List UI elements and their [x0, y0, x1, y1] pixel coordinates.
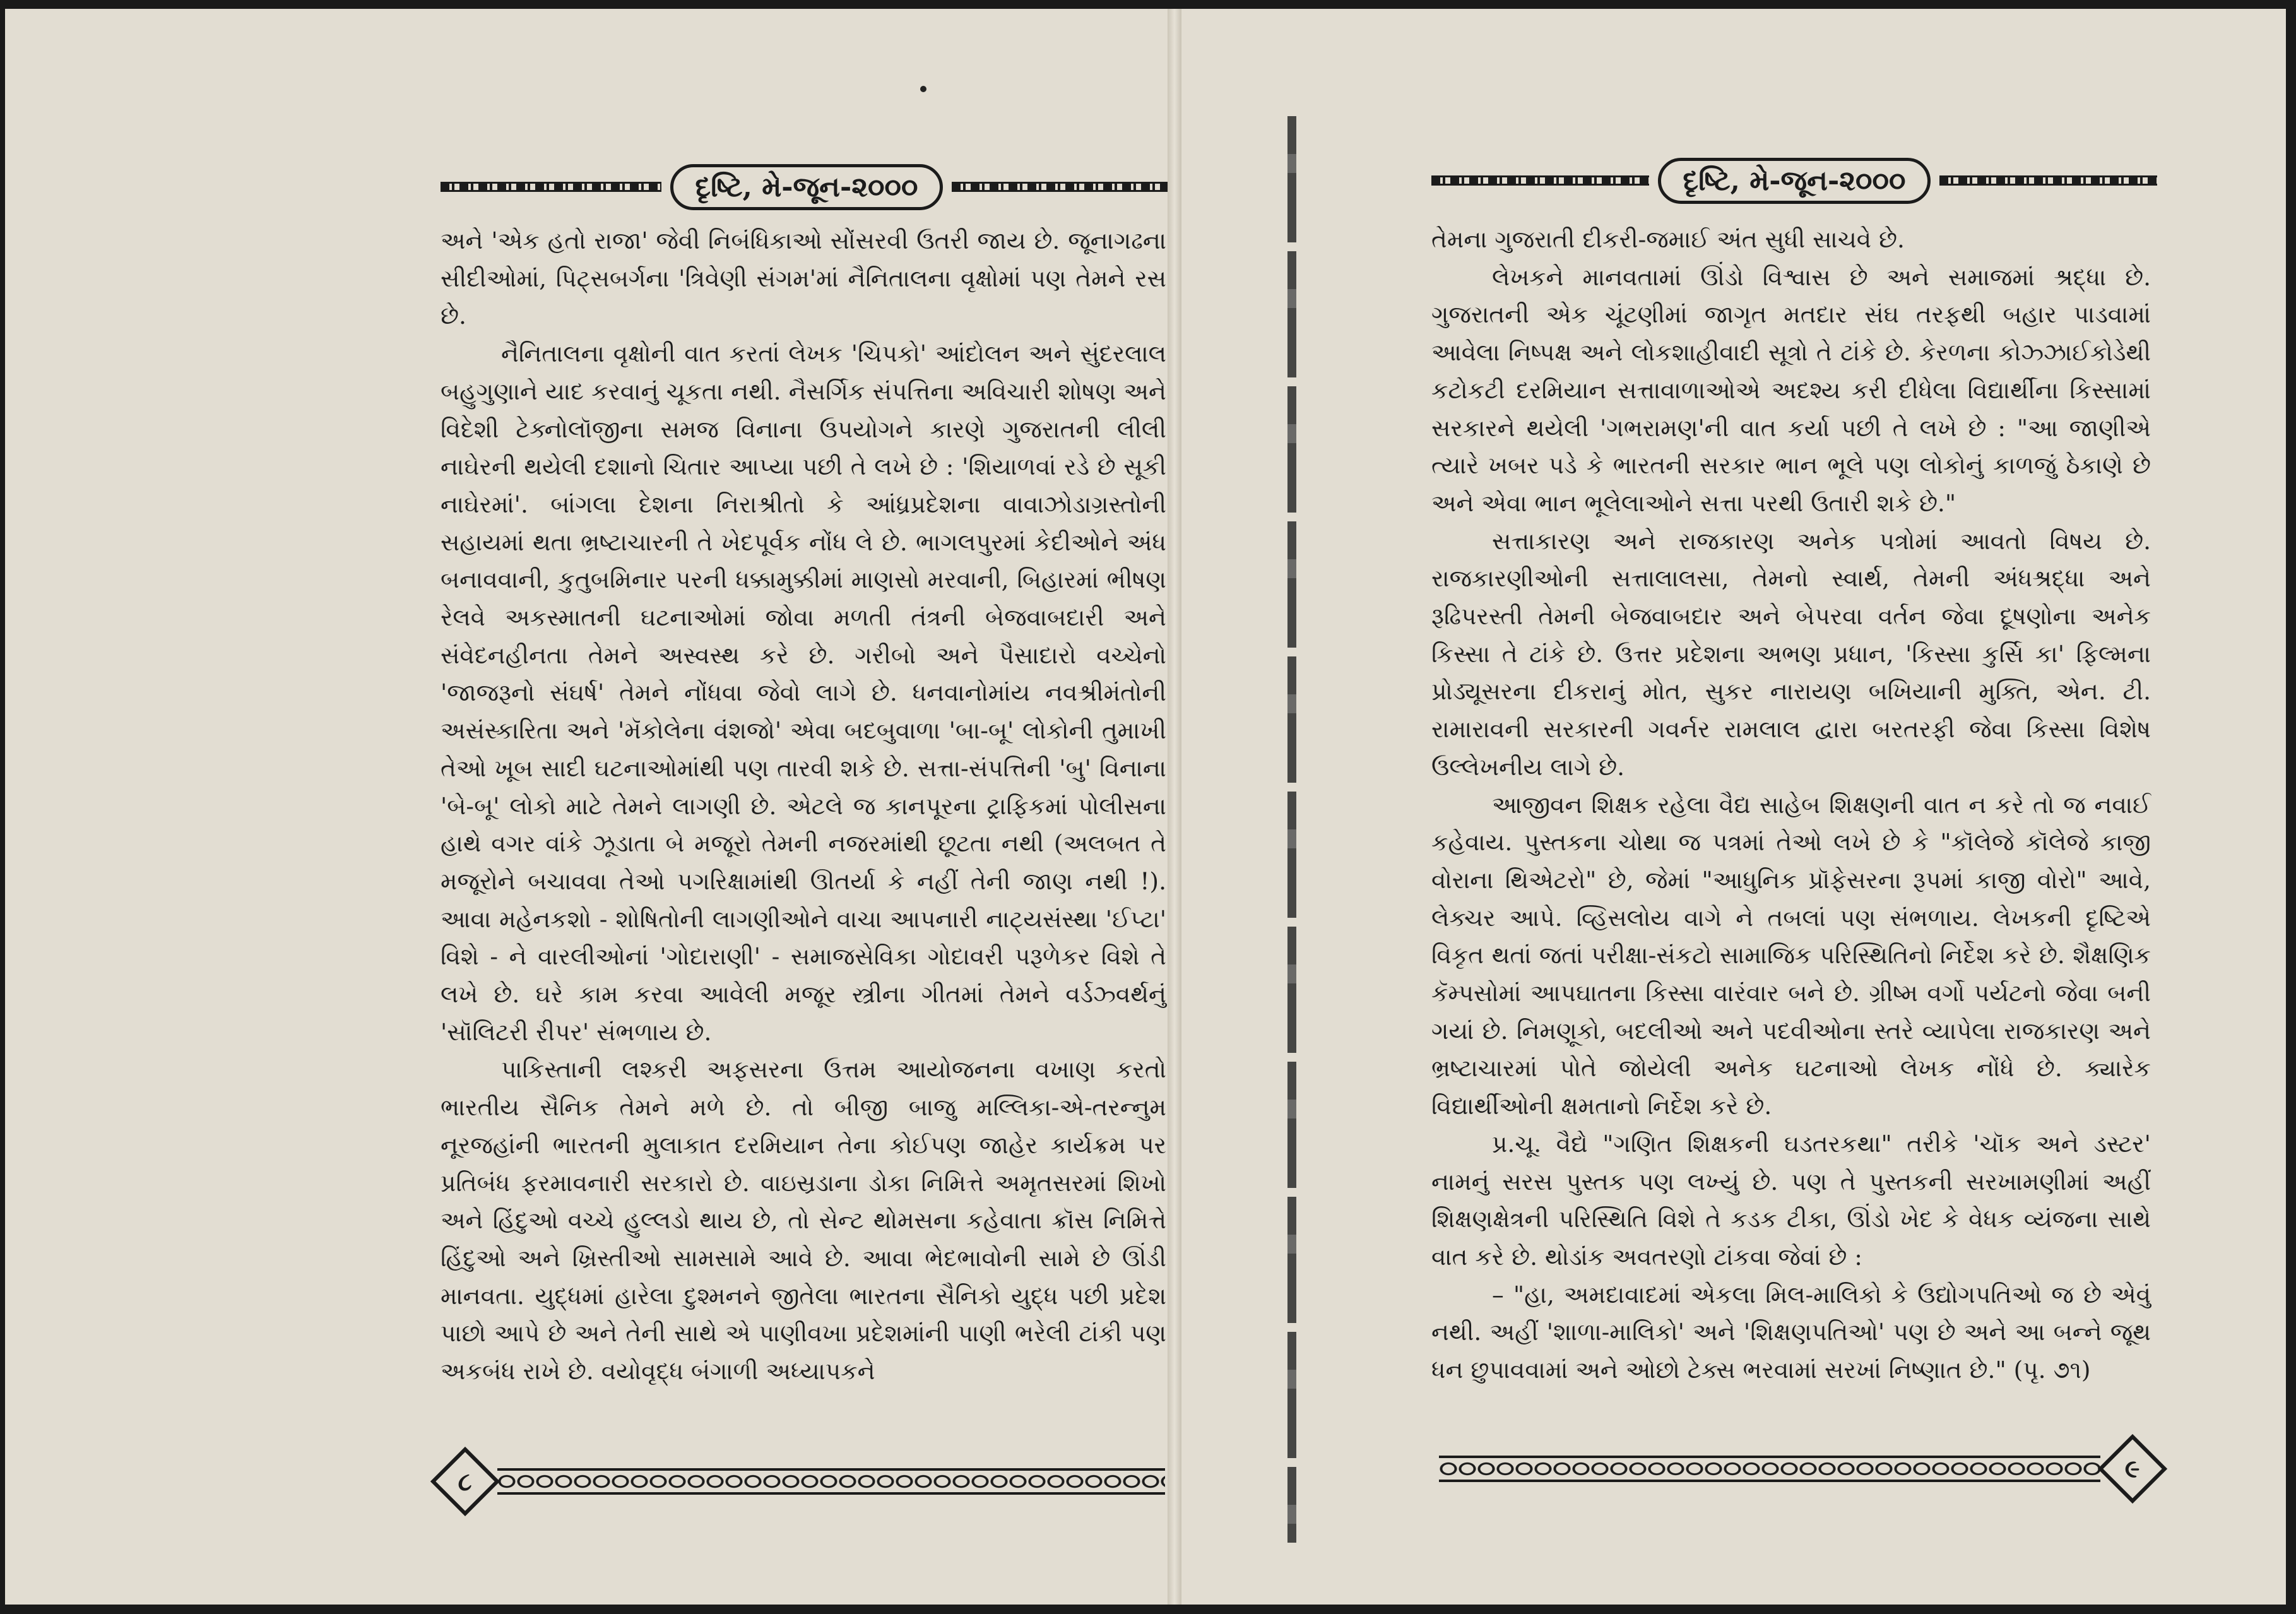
page-number: ૯: [2125, 1454, 2140, 1484]
paragraph: પાકિસ્તાની લશ્કરી અફસરના ઉત્તમ આયોજનના વખાણ કરતો ભારતીય સૈનિક તેમને મળે છે. તો બીજી બાજુ મલ્લિકા-એ-તરન્નુમ નૂરજહાંની ભારતની મુલાકાત દરમિયાન તેના કોઈપણ જાહેર કાર્યક્રમ પર પ્રતિબંધ ફરમાવનારી સરકારો છે. વાઇસ્રડાના ડોકા નિમિત્તે અમૃતસરમાં શિખો અને હિંદુઓ વચ્ચે હુલ્લડો થાય છે, તો સેન્ટ થોમસના કહેવાતા ક્રૉસ નિમિત્તે હિંદુઓ અને ખ્રિસ્તીઓ સામસામે આવે છે. આવા ભેદભાવોની સામે છે ઊંડી માનવતા. યુદ્ધમાં હારેલા દુશ્મનને જીતેલા ભારતના સૈનિકો યુદ્ધ પછી પ્રદેશ પાછો આપે છે અને તેની સાથે એ પાણીવખા પ્રદેશમાંની પાણી ભરેલી ટાંકી પણ અકબંધ રાખે છે. વયોવૃદ્ધ બંગાળી અધ્યાપકને: [441, 1055, 1166, 1386]
paragraph: આજીવન શિક્ષક રહેલા વૈદ્ય સાહેબ શિક્ષણની વાત ન કરે તો જ નવાઈ કહેવાય. પુસ્તકના ચોથા જ પત્રમાં તેઓ લખે છે કે "કૉલેજે કૉલેજે કાજી વોરાના થિએટરો" છે, જેમાં "આધુનિક પ્રૉફેસરના રૂપમાં કાજી વોરો" આવે, લેક્ચર આપે. વ્હિસલોય વાગે ને તબલાં પણ સંભળાય. લેખકની દૃષ્ટિએ વિકૃત થતાં જતાં પરીક્ષા-સંકટો સામાજિક પરિસ્થિતિનો નિર્દેશ કરે છે. શૈક્ષણિક કૅમ્પસોમાં આપઘાતના કિસ્સા વારંવાર બને છે. ગ્રીષ્મ વર્ગો પર્યટનો જેવા બની ગયાં છે. નિમણૂકો, બદલીઓ અને પદવીઓના સ્તરે વ્યાપેલા રાજકારણ અને ભ્રષ્ટાચારમાં પોતે જોયેલી અનેક ઘટનાઓ લેખક નોંધે છે. ક્યારેક વિદ્યાર્થીઓની ક્ષમતાનો નિર્દેશ કરે છે.: [1431, 790, 2151, 1120]
left-page-header: [441, 162, 1173, 212]
header-ornament-left: [441, 182, 661, 192]
running-header-title: દૃષ્ટિ, મે-જૂન-૨૦૦૦: [670, 164, 942, 210]
header-ornament-left: [1431, 175, 1649, 186]
right-page-footer: [1431, 1434, 2157, 1504]
scanned-booklet-spread: [5, 9, 2286, 1605]
page-number-badge: [2098, 1434, 2167, 1504]
quotation: – "હા, અમદાવાદમાં એકલા મિલ-માલિકો કે ઉદ્યોગપતિઓ જ છે એવું નથી. અહીં 'શાળા-માલિકો' અને 'શિક્ષણપતિઓ' પણ છે અને આ બન્ને જૂથ ધન છુપાવવામાં અને ઓછો ટેક્સ ભરવામાં સરખાં નિષ્ણાત છે." (પૃ. ૭૧): [1431, 1280, 2151, 1384]
fold-shadow-mark: [1287, 116, 1296, 1543]
header-ornament-right: [952, 182, 1173, 192]
paragraph: લેખકને માનવતામાં ઊંડો વિશ્વાસ છે અને સમાજમાં શ્રદ્ધા છે. ગુજરાતની એક ચૂંટણીમાં જાગૃત મતદાર સંઘ તરફથી બહાર પાડવામાં આવેલા નિષ્પક્ષ અને લોકશાહીવાદી સૂત્રો તે ટાંકે છે. કેરળના કોઝ્ઝાઈકોડેથી કટોકટી દરમિયાન સત્તાવાળાઓએ અદશ્ય કરી દીધેલા વિદ્યાર્થીના કિસ્સામાં સરકારને થયેલી 'ગભરામણ'ની વાત કર્યા પછી તે લખે છે : "આ જાણીએ ત્યારે ખબર પડે કે ભારતની સરકાર ભાન ભૂલે પણ લોકોનું કાળજું ઠેકાણે છે અને એવા ભાન ભૂલેલાઓને સત્તા પરથી ઉતારી શકે છે.": [1431, 263, 2151, 517]
header-ornament-right: [1939, 175, 2157, 186]
right-page: [1179, 9, 2286, 1605]
running-header-title: દૃષ્ટિ, મે-જૂન-૨૦૦૦: [1658, 158, 1930, 204]
paragraph: અને 'એક હતો રાજા' જેવી નિબંધિકાઓ સોંસરવી ઉતરી જાય છે. જૂનાગઢના સીદીઓમાં, પિટ્સબર્ગના 'ત્રિવેણી સંગમ'માં નૈનિતાલના વૃક્ષોમાં પણ તેમને રસ છે.: [441, 227, 1166, 330]
right-page-header: [1431, 155, 2157, 206]
footer-ornament: [497, 1468, 1165, 1495]
page-number-badge: [430, 1447, 500, 1516]
right-page-body: [1431, 221, 2151, 1389]
page-number: ૮: [458, 1466, 472, 1497]
footer-ornament: [1439, 1456, 2100, 1482]
paragraph: નૈનિતાલના વૃક્ષોની વાત કરતાં લેખક 'ચિપકો' આંદોલન અને સુંદરલાલ બહુગુણાને યાદ કરવાનું ચૂકતા નથી. નૈસર્ગિક સંપત્તિના અવિચારી શોષણ અને વિદેશી ટેક્નોલૉજીના સમજ વિનાના ઉપયોગને કારણે ગુજરાતની લીલી નાઘેરની થયેલી દશાનો ચિતાર આપ્યા પછી તે લખે છે : 'શિયાળવાં રડે છે સૂકી નાઘેરમાં'. બાંગલા દેશના નિરાશ્રીતો કે આંધ્રપ્રદેશના વાવાઝોડાગ્રસ્તોની સહાયમાં થતા ભ્રષ્ટાચારની તે ખેદપૂર્વક નોંધ લે છે. ભાગલપુરમાં કેદીઓને અંધ બનાવવાની, કુતુબમિનાર પરની ધક્કામુક્કીમાં માણસો મરવાની, બિહારમાં ભીષણ રેલવે અકસ્માતની ઘટનાઓમાં જોવા મળતી તંત્રની બેજવાબદારી અને સંવેદનહીનતા તેમને અસ્વસ્થ કરે છે. ગરીબો અને પૈસાદારો વચ્ચેનો 'જાજરૂનો સંઘર્ષ' તેમને નોંધવા જેવો લાગે છે. ધનવાનોમાંય નવશ્રીમંતોની અસંસ્કારિતા અને 'મૅકોલેના વંશજો' એવા બદબુવાળા 'બા-બૂ' લોકોની તુમાખી તેઓ ખૂબ સાદી ઘટનાઓમાંથી પણ તારવી શકે છે. સત્તા-સંપત્તિની 'બુ' વિનાના 'બે-બૂ' લોકો માટે તેમને લાગણી છે. એટલે જ કાનપૂરના ટ્રાફિકમાં પોલીસના હાથે વગર વાંકે ઝૂડાતા બે મજૂરો તેમની નજરમાંથી છૂટતા નથી (અલબત તે મજૂરોને બચાવવા તેઓ પગરિક્ષામાંથી ઊતર્યા કે નહીં તેની જાણ નથી !). આવા મહેનકશો - શોષિતોની લાગણીઓને વાચા આપનારી નાટ્યસંસ્થા 'ઈપ્ટા' વિશે - ને વારલીઓનાં 'ગોદારાણી' - સમાજસેવિકા ગોદાવરી પરૂળેકર વિશે તે લખે છે. ઘરે કામ કરવા આવેલી મજૂર સ્ત્રીના ગીતમાં તેમને વર્ડઝ્વર્થનું 'સૉલિટરી રીપર' સંભળાય છે.: [441, 340, 1166, 1046]
left-page-body: [441, 222, 1166, 1391]
ink-speck: [920, 86, 926, 92]
left-page: [5, 9, 1166, 1605]
paragraph: તેમના ગુજરાતી દીકરી-જમાઈ અંત સુધી સાચવે છે.: [1431, 225, 1905, 253]
paragraph: પ્ર.ચૂ. વૈદ્યે "ગણિત શિક્ષકની ઘડતરકથા" તરીકે 'ચૉક અને ડસ્ટર' નામનું સરસ પુસ્તક પણ લખ્યું છે. પણ તે પુસ્તકની સરખામણીમાં અહીં શિક્ષણક્ષેત્રની પરિસ્થિતિ વિશે તે કડક ટીકા, ઊંડો ખેદ કે વેધક વ્યંજના સાથે વાત કરે છે. થોડાંક અવતરણો ટાંકવા જેવાં છે :: [1431, 1129, 2151, 1271]
left-page-footer: [441, 1447, 1173, 1516]
paragraph: સત્તાકારણ અને રાજકારણ અનેક પત્રોમાં આવતો વિષય છે. રાજકારણીઓની સત્તાલાલસા, તેમનો સ્વાર્થ, તેમની અંધશ્રદ્ધા અને રૂઢિપરસ્તી તેમની બેજવાબદાર અને બેપરવા વર્તન જેવા દૂષણોના અનેક કિસ્સા તે ટાંકે છે. ઉત્તર પ્રદેશના અભણ પ્રધાન, 'કિસ્સા કુર્સિ કા' ફિલ્મના પ્રોડ્યૂસરના દીકરાનું મોત, સુકર નારાયણ બખિયાની મુક્તિ, એન. ટી. રામારાવની સરકારની ગવર્નર રામલાલ દ્વારા બરતરફી જેવા કિસ્સા વિશેષ ઉલ્લેખનીય લાગે છે.: [1431, 526, 2151, 781]
